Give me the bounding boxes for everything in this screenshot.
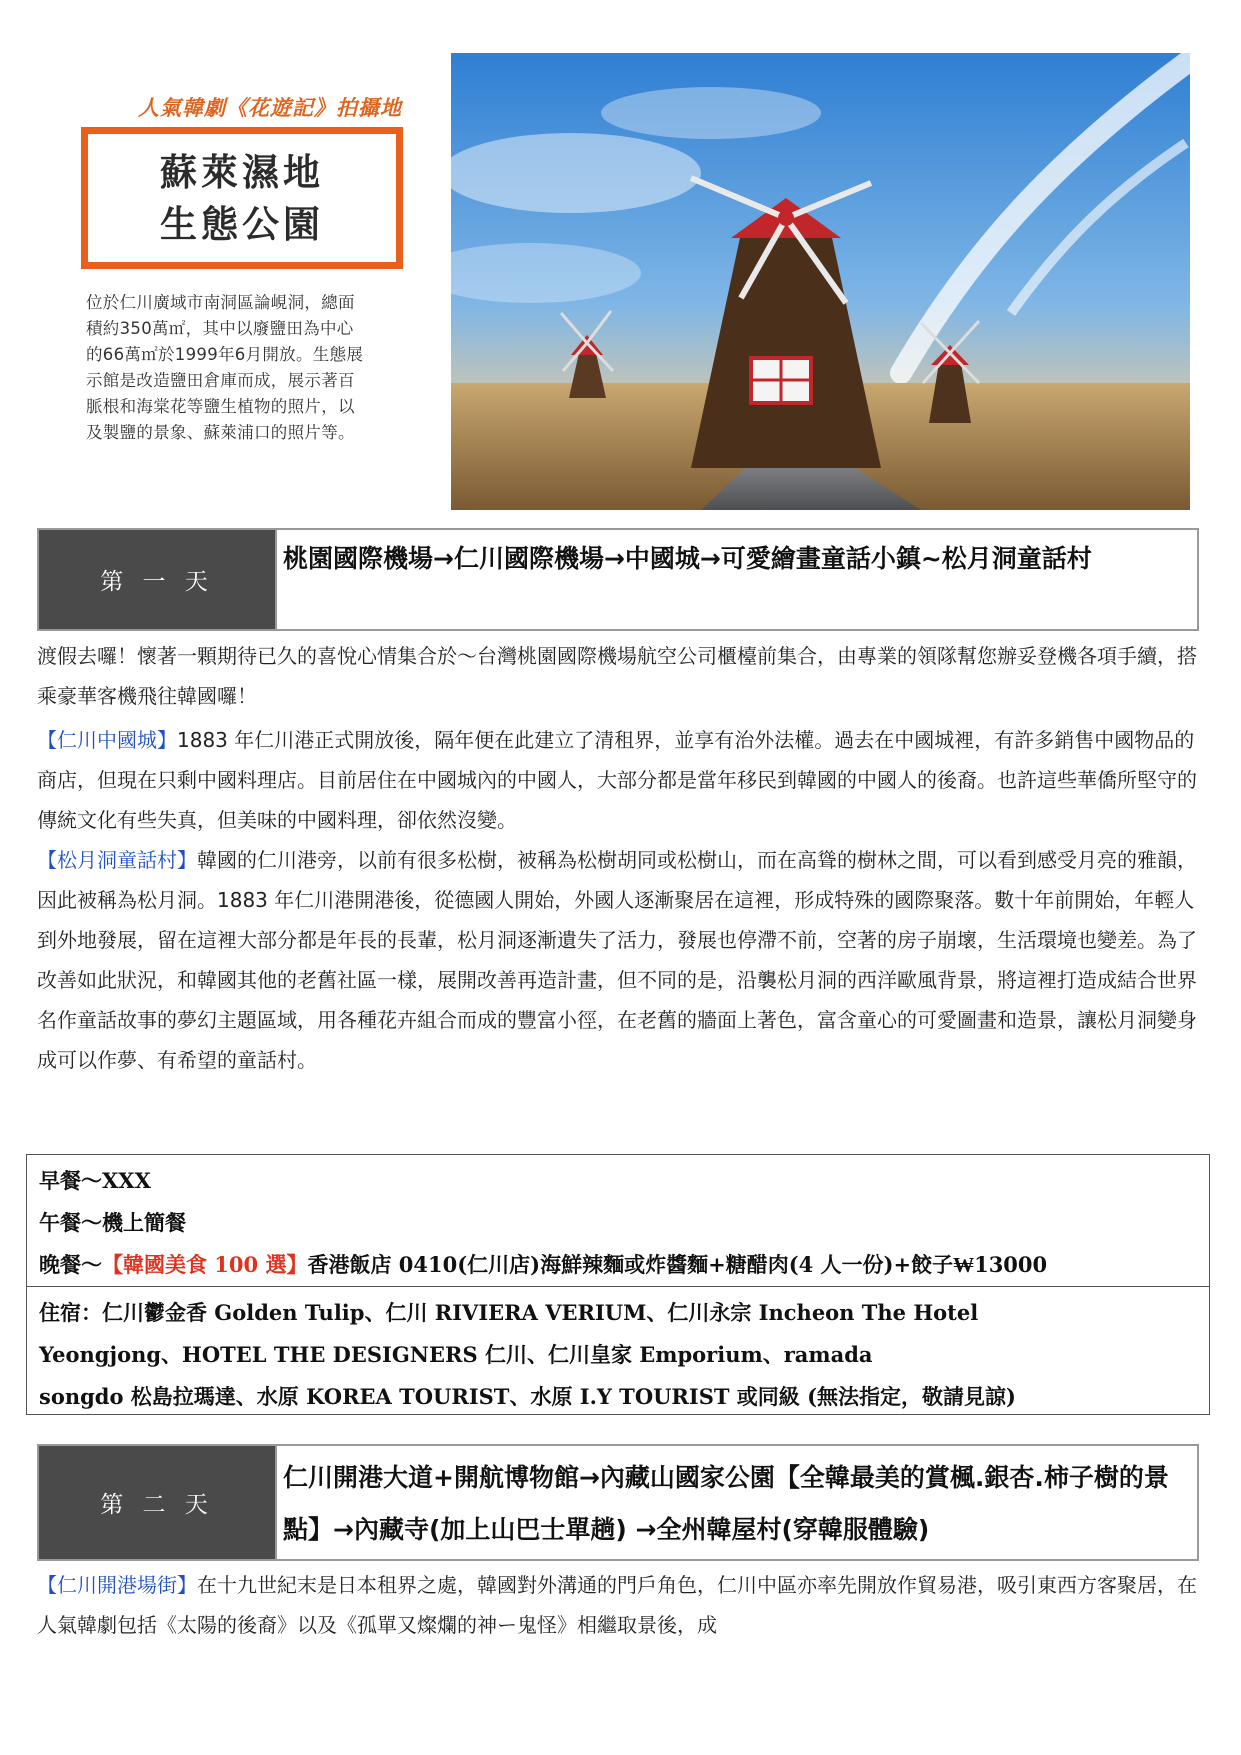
street-tag: 【仁川開港場街】: [37, 1573, 197, 1597]
meals-table: [26, 1154, 1210, 1415]
windmill-photo: [451, 53, 1190, 510]
day2-label: 第 二 天: [39, 1446, 275, 1559]
hotel-line: songdo 松島拉瑪達、水原 KOREA TOURIST、水原 I.Y TOURIST 或同級 (無法指定，敬請見諒): [39, 1384, 1016, 1409]
promo-desc-line: 的66萬㎡於1999年6月開放。生態展: [86, 345, 364, 364]
day1-title: 桃園國際機場→仁川國際機場→中國城→可愛繪畫童話小鎮~松月洞童話村: [275, 530, 1197, 629]
dinner-text: 香港飯店 0410(仁川店)海鮮辣麵或炸醬麵+糖醋肉(4 人一份)+餃子₩13000: [307, 1252, 1048, 1277]
promo-caption: 人氣韓劇《花遊記》拍攝地: [138, 96, 402, 120]
dinner: [39, 1249, 1047, 1279]
day1-label: 第 一 天: [39, 530, 275, 629]
promo-description: [86, 290, 408, 446]
day2-street: [37, 1565, 1201, 1645]
lunch: 午餐～機上簡餐: [39, 1210, 186, 1235]
day1-chinatown: [37, 720, 1201, 840]
meals-row: [27, 1155, 1209, 1287]
hotel-line: Yeongjong、HOTEL THE DESIGNERS 仁川、仁川皇家 Emporium、ramada: [39, 1342, 873, 1367]
dinner-prefix: 晚餐～: [39, 1252, 102, 1277]
dinner-tag: 【韓國美食 100 選】: [102, 1252, 308, 1277]
promo-desc-line: 位於仁川廣域市南洞區論峴洞，總面: [86, 293, 355, 312]
promo-title-line1: 蘇萊濕地: [160, 150, 324, 194]
promo-title-line2: 生態公園: [160, 202, 324, 246]
street-text: 在十九世紀末是日本租界之處，韓國對外溝通的門戶角色，仁川中區亦率先開放作貿易港，吸引東西方客聚居，在人氣韓劇包括《太陽的後裔》以及《孤單又燦爛的神ー鬼怪》相繼取景後，成: [37, 1573, 1197, 1637]
promo-desc-line: 示館是改造鹽田倉庫而成，展示著百: [86, 371, 355, 390]
promo-desc-line: 及製鹽的景象、蘇萊浦口的照片等。: [86, 423, 355, 442]
day1-songwol: [37, 840, 1201, 1080]
breakfast: 早餐～XXX: [39, 1168, 151, 1193]
promo-desc-line: 積約350萬㎡，其中以廢鹽田為中心: [86, 319, 354, 338]
chinatown-tag: 【仁川中國城】: [37, 728, 177, 752]
songwol-text: 韓國的仁川港旁，以前有很多松樹，被稱為松樹胡同或松樹山，而在高聳的樹林之間，可以看到感受月亮的雅韻，因此被稱為松月洞。1883 年仁川港開港後，從德國人開始，外國人逐漸聚居在這裡，形成特殊的國際聚落。數十年前開始，年輕人到外地發展，留在這裡大部分都是年長的長輩，松月洞逐漸遺失了活力，發展也停滯不前，空著的房子崩壞，生活環境也變差。為了改善如此狀況，和韓國其他的老舊社區一樣，展開改善再造計畫，但不同的是，沿襲松月洞的西洋歐風背景，將這裡打造成結合世界名作童話故事的夢幻主題區域，用各種花卉組合而成的豐富小徑，在老舊的牆面上著色，富含童心的可愛圖畫和造景，讓松月洞變身成可以作夢、有希望的童話村。: [37, 848, 1197, 1072]
songwol-tag: 【松月洞童話村】: [37, 848, 197, 872]
chinatown-text: 1883 年仁川港正式開放後，隔年便在此建立了清租界，並享有治外法權。過去在中國城裡，有許多銷售中國物品的商店，但現在只剩中國料理店。目前居住在中國城內的中國人，大部分都是當年移民到韓國的中國人的後裔。也許這些華僑所堅守的傳統文化有些失真，但美味的中國料理，卻依然沒變。: [37, 728, 1197, 832]
day1-header: [37, 528, 1199, 631]
day2-header: [37, 1444, 1199, 1561]
hotel-line: 住宿：仁川鬱金香 Golden Tulip、仁川 RIVIERA VERIUM、仁川永宗 Incheon The Hotel: [39, 1300, 979, 1325]
day2-title: 仁川開港大道+開航博物館→內藏山國家公園【全韓最美的賞楓.銀杏.柿子樹的景點】→內藏寺(加上山巴士單趟) →全州韓屋村(穿韓服體驗): [275, 1446, 1197, 1559]
promo-desc-line: 脈根和海棠花等鹽生植物的照片，以: [86, 397, 355, 416]
promo-title-box: [81, 127, 403, 269]
day1-intro: 渡假去囉！懷著一顆期待已久的喜悅心情集合於～台灣桃園國際機場航空公司櫃檯前集合，由專業的領隊幫您辦妥登機各項手續，搭乘豪華客機飛往韓國囉！: [37, 644, 1197, 708]
